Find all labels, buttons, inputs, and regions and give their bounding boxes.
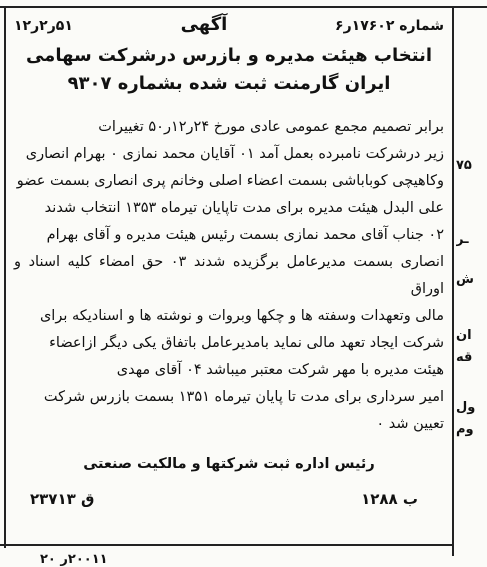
left-border	[4, 8, 6, 548]
registration-notice	[10, 14, 448, 539]
margin-fragment: ـر	[456, 232, 469, 247]
code-left: ق ۲۳۷۱۳	[30, 490, 95, 508]
body-line: برابر تصمیم مجمع عمومی عادی مورخ ۲۴ر۱۲ر۵۰ تغییرات	[98, 119, 444, 135]
margin-fragment: ول	[456, 400, 476, 415]
body-line: زیر درشرکت نامبرده بعمل آمد ۰۱ آقایان محمد نمازی ۰ بهرام انصاری	[25, 146, 444, 162]
adjacent-column-fragment	[456, 10, 487, 560]
body-line: تعیین شد ۰	[376, 416, 444, 432]
body-line: هیئت مدیره با مهر شرکت معتبر میباشد ۰۴ آقای مهدی	[116, 362, 444, 378]
top-border	[0, 6, 487, 8]
signature-line: رئیس اداره ثبت شرکتها و مالکیت صنعتی	[83, 456, 375, 472]
title-line: ایران گارمنت ثبت شده بشماره ۹۳۰۷	[67, 73, 391, 94]
margin-fragment: ش	[456, 272, 474, 287]
margin-fragment: وم	[456, 422, 474, 437]
notice-header	[10, 14, 448, 38]
body-line: وکاهیچی کوباباشی بسمت اعضاء اصلی وخانم پری انصاری بسمت عضو	[16, 173, 444, 189]
margin-fragment: ان	[456, 328, 472, 343]
body-line: شرکت ایجاد تعهد مالی نماید بامدیرعامل باتفاق یکی دیگر ازاعضاء	[49, 335, 444, 351]
margin-fragment: ۷۵	[456, 158, 472, 173]
body-line: علی البدل هیئت مدیره برای مدت تاپایان تیرماه ۱۳۵۳ انتخاب شدند	[44, 200, 444, 216]
code-right: ب ۱۲۸۸	[361, 490, 418, 508]
ad-label: آگهی	[180, 14, 228, 35]
notice-title	[10, 42, 448, 98]
notice-body	[10, 114, 448, 438]
notice-footer	[10, 490, 448, 508]
notice-number: شماره ۱۷۶۰۲ر۶	[335, 18, 444, 34]
body-line: ۰۲ جناب آقای محمد نمازی بسمت رئیس هیئت مدیره و آقای بهرام	[46, 227, 444, 243]
title-line: انتخاب هیئت مدیره و بازرس درشرکت سهامی	[25, 45, 433, 66]
margin-fragment: قه	[456, 350, 473, 365]
next-notice-fragment: ۲۰۰۱۱ر ۲۰	[40, 552, 108, 567]
body-line: انصاری بسمت مدیرعامل برگزیده شدند ۰۳ حق امضاء کلیه اسناد و اوراق	[14, 254, 444, 297]
body-line: مالی وتعهدات وسفته ها و چکها وبروات و نوشته ها و اسنادیکه برای	[39, 308, 444, 324]
body-line: امیر سرداری برای مدت تا پایان تیرماه ۱۳۵۱ بسمت بازرس شرکت	[43, 389, 444, 405]
bottom-border	[0, 544, 453, 546]
column-divider	[452, 8, 454, 556]
notice-date: ۵۱ر۲ر۱۲	[14, 18, 73, 34]
